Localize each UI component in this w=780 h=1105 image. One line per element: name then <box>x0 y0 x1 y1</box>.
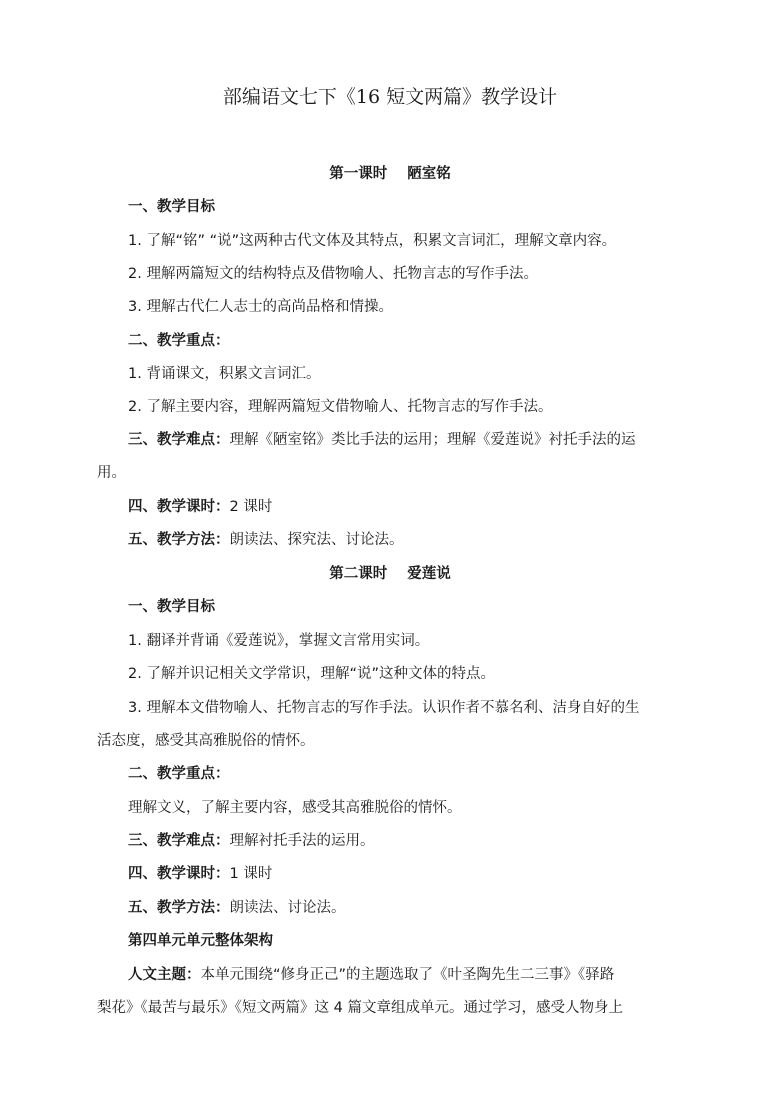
lesson1-difficulty-label: 三、教学难点： <box>128 432 230 448</box>
lesson2-hours-label: 四、教学课时： <box>128 866 230 882</box>
lesson2-heading <box>0 562 780 586</box>
lesson1-goal-3: 3. 理解古代仁人志士的高尚品格和情操。 <box>128 299 393 315</box>
unit-theme-text: 本单元围绕“修身正己”的主题选取了《叶圣陶先生二三事》《驿路 <box>200 967 615 983</box>
lesson2-goal-1: 1. 翻译并背诵《爱莲说》，掌握文言常用实词。 <box>128 633 430 649</box>
lesson1-goal-2: 2. 理解两篇短文的结构特点及借物喻人、托物言志的写作手法。 <box>128 266 538 282</box>
lesson1-method-text: 朗读法、探究法、讨论法。 <box>229 532 404 548</box>
lesson2-hours-text: 1 课时 <box>229 866 273 882</box>
unit-title: 第四单元单元整体架构 <box>128 933 273 949</box>
lesson2-difficulty-text: 理解衬托手法的运用。 <box>229 833 375 849</box>
lesson2-heading-title: 爱莲说 <box>407 566 451 582</box>
lesson1-key-1: 1. 背诵课文，积累文言词汇。 <box>128 366 321 382</box>
lesson1-hours-label: 四、教学课时： <box>128 499 230 515</box>
lesson2-method-text: 朗读法、讨论法。 <box>229 900 346 916</box>
lesson1-heading-period: 第一课时 <box>329 166 388 182</box>
lesson1-key-title: 二、教学重点： <box>128 333 230 349</box>
lesson1-method <box>128 528 404 552</box>
lesson1-difficulty-cont: 用。 <box>97 465 126 481</box>
lesson2-method-label: 五、教学方法： <box>128 900 230 916</box>
lesson2-hours <box>128 862 272 886</box>
lesson1-heading <box>0 162 780 186</box>
lesson1-method-label: 五、教学方法： <box>128 532 230 548</box>
lesson2-heading-period: 第二课时 <box>329 566 388 582</box>
lesson2-goal-3: 3. 理解本文借物喻人、托物言志的写作手法。认识作者不慕名利、洁身自好的生 <box>128 700 640 716</box>
unit-theme-cont: 梨花》《最苦与最乐》《短文两篇》这 4 篇文章组成单元。通过学习，感受人物身上 <box>97 1000 623 1016</box>
lesson2-goals-title: 一、教学目标 <box>128 599 215 615</box>
lesson1-heading-title: 陋室铭 <box>407 166 451 182</box>
lesson2-goal-2: 2. 了解并识记相关文学常识，理解“说”这种文体的特点。 <box>128 666 495 682</box>
lesson2-difficulty <box>128 829 375 853</box>
lesson1-key-2: 2. 了解主要内容，理解两篇短文借物喻人、托物言志的写作手法。 <box>128 399 553 415</box>
lesson2-difficulty-label: 三、教学难点： <box>128 833 230 849</box>
lesson2-goal-3-cont: 活态度，感受其高雅脱俗的情怀。 <box>97 733 315 749</box>
lesson1-difficulty <box>128 428 636 452</box>
lesson2-key-title: 二、教学重点： <box>128 766 230 782</box>
lesson1-goal-1: 1. 了解“铭” “说”这两种古代文体及其特点，积累文言词汇，理解文章内容。 <box>128 233 617 249</box>
lesson1-goals-title: 一、教学目标 <box>128 199 215 215</box>
document-title: 部编语文七下《16 短文两篇》教学设计 <box>222 86 558 108</box>
lesson1-hours-text: 2 课时 <box>229 499 273 515</box>
lesson1-difficulty-text: 理解《陋室铭》类比手法的运用；理解《爱莲说》衬托手法的运 <box>229 432 636 448</box>
lesson1-hours <box>128 495 272 519</box>
unit-theme-label: 人文主题： <box>128 967 201 983</box>
unit-theme <box>128 963 614 987</box>
lesson2-key-text: 理解文义，了解主要内容，感受其高雅脱俗的情怀。 <box>128 800 462 816</box>
lesson2-method <box>128 896 346 920</box>
